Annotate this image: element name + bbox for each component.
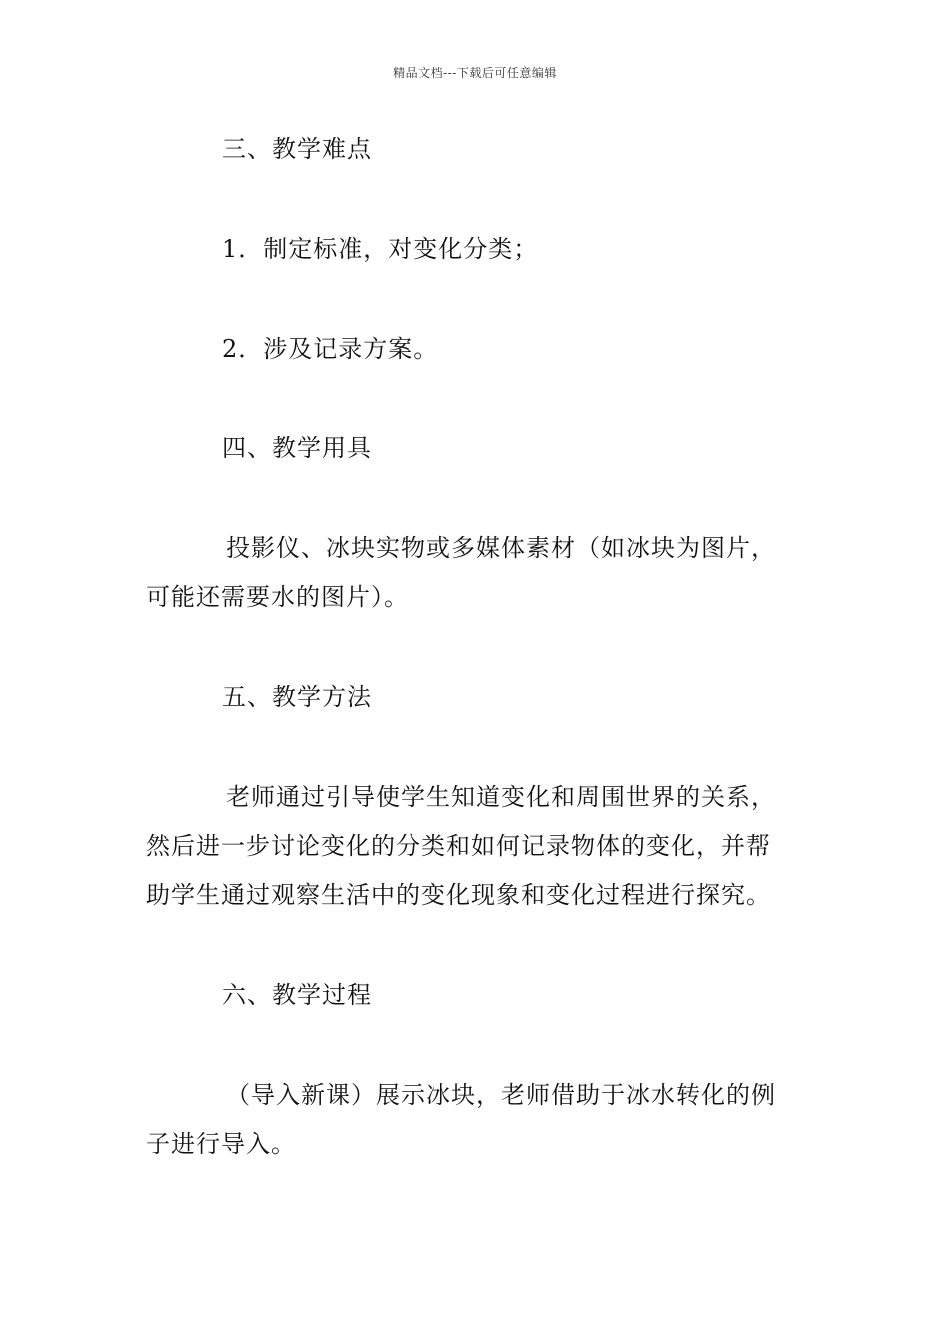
difficulty-item-1: 1．制定标准，对变化分类； — [222, 235, 539, 263]
process-paragraph-line-2: 子进行导入。 — [146, 1130, 296, 1158]
tools-paragraph-line-1: 投影仪、冰块实物或多媒体素材（如冰块为图片， — [226, 534, 776, 562]
section-heading-methods: 五、教学方法 — [222, 683, 372, 711]
page-header: 精品文档---下载后可任意编辑 — [393, 66, 557, 80]
section-heading-tools: 四、教学用具 — [222, 434, 372, 462]
methods-paragraph-line-3: 助学生通过观察生活中的变化现象和变化过程进行探究。 — [146, 881, 771, 909]
process-paragraph-line-1: （导入新课）展示冰块，老师借助于冰水转化的例 — [226, 1081, 776, 1109]
section-heading-difficulty: 三、教学难点 — [222, 135, 372, 163]
section-heading-process: 六、教学过程 — [222, 981, 372, 1009]
methods-paragraph-line-2: 然后进一步讨论变化的分类和如何记录物体的变化，并帮 — [146, 832, 771, 860]
methods-paragraph-line-1: 老师通过引导使学生知道变化和周围世界的关系， — [226, 783, 776, 811]
tools-paragraph-line-2: 可能还需要水的图片）。 — [146, 583, 409, 611]
difficulty-item-2: 2．涉及记录方案。 — [222, 335, 439, 363]
